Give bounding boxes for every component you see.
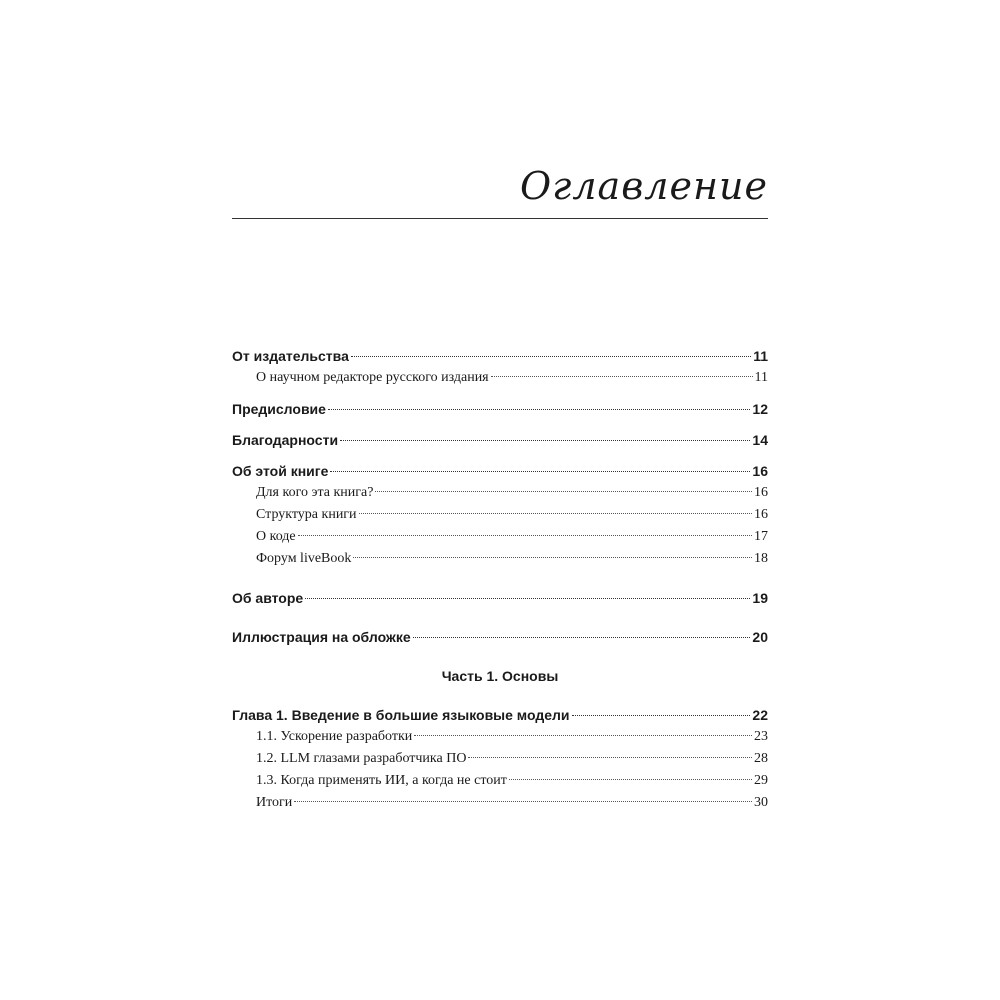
toc-entry-label: Об этой книге	[232, 460, 328, 482]
title-underline	[232, 218, 768, 219]
dot-leader	[351, 356, 751, 357]
dot-leader	[328, 409, 750, 410]
part-heading: Часть 1. Основы	[441, 668, 559, 684]
dot-leader	[353, 557, 752, 558]
toc-subentry	[232, 548, 768, 570]
toc-page-number: 12	[752, 398, 768, 420]
dot-leader	[413, 637, 751, 638]
toc-subentry-label: О научном редакторе русского издания	[256, 367, 489, 389]
toc-page-number: 11	[753, 345, 768, 367]
dot-leader	[414, 735, 752, 736]
toc-entry-chapter-1	[232, 704, 768, 726]
toc-page-number: 16	[754, 504, 768, 526]
toc-page-number: 20	[752, 626, 768, 648]
toc-entry-publisher	[232, 345, 768, 367]
dot-leader	[305, 598, 750, 599]
toc-subentry	[232, 726, 768, 748]
toc-entry-about-book	[232, 460, 768, 482]
toc-entry-preface	[232, 398, 768, 420]
toc-entry-label: Иллюстрация на обложке	[232, 626, 411, 648]
toc-subentry	[232, 482, 768, 504]
dot-leader	[468, 757, 752, 758]
toc-subentry	[232, 748, 768, 770]
toc-page-number: 16	[754, 482, 768, 504]
dot-leader	[330, 471, 750, 472]
dot-leader	[298, 535, 752, 536]
toc-page-number: 14	[752, 429, 768, 451]
toc-page-number: 28	[754, 748, 768, 770]
dot-leader	[509, 779, 752, 780]
toc-subentry-label: Для кого эта книга?	[256, 482, 373, 504]
toc-entry-about-author	[232, 587, 768, 609]
toc-subentry-label: 1.2. LLM глазами разработчика ПО	[256, 748, 466, 770]
toc-subentry	[232, 526, 768, 548]
toc-entry-label: Глава 1. Введение в большие языковые модели	[232, 704, 570, 726]
toc-subentry	[232, 792, 768, 814]
toc-page-number: 11	[755, 367, 768, 389]
dot-leader	[491, 376, 753, 377]
page-title: Оглавление	[519, 164, 768, 208]
toc-page-number: 19	[752, 587, 768, 609]
table-of-contents	[232, 345, 768, 814]
toc-page-number: 29	[754, 770, 768, 792]
toc-subentry	[232, 367, 768, 389]
toc-subentry	[232, 770, 768, 792]
toc-entry-label: Об авторе	[232, 587, 303, 609]
toc-subentry	[232, 504, 768, 526]
toc-entry-acknowledgments	[232, 429, 768, 451]
toc-subentry-label: Форум liveBook	[256, 548, 351, 570]
toc-entry-label: Предисловие	[232, 398, 326, 420]
dot-leader	[375, 491, 752, 492]
toc-subentry-label: О коде	[256, 526, 296, 548]
toc-subentry-label: Итоги	[256, 792, 292, 814]
dot-leader	[572, 715, 751, 716]
toc-subentry-label: Структура книги	[256, 504, 357, 526]
toc-entry-cover-illustration	[232, 626, 768, 648]
dot-leader	[359, 513, 752, 514]
dot-leader	[340, 440, 750, 441]
toc-page-number: 22	[752, 704, 768, 726]
toc-page-number: 17	[754, 526, 768, 548]
toc-page-number: 16	[752, 460, 768, 482]
toc-entry-label: От издательства	[232, 345, 349, 367]
toc-page-number: 30	[754, 792, 768, 814]
toc-page-number: 18	[754, 548, 768, 570]
toc-entry-label: Благодарности	[232, 429, 338, 451]
toc-page-number: 23	[754, 726, 768, 748]
dot-leader	[294, 801, 752, 802]
toc-subentry-label: 1.1. Ускорение разработки	[256, 726, 412, 748]
toc-subentry-label: 1.3. Когда применять ИИ, а когда не стоит	[256, 770, 507, 792]
